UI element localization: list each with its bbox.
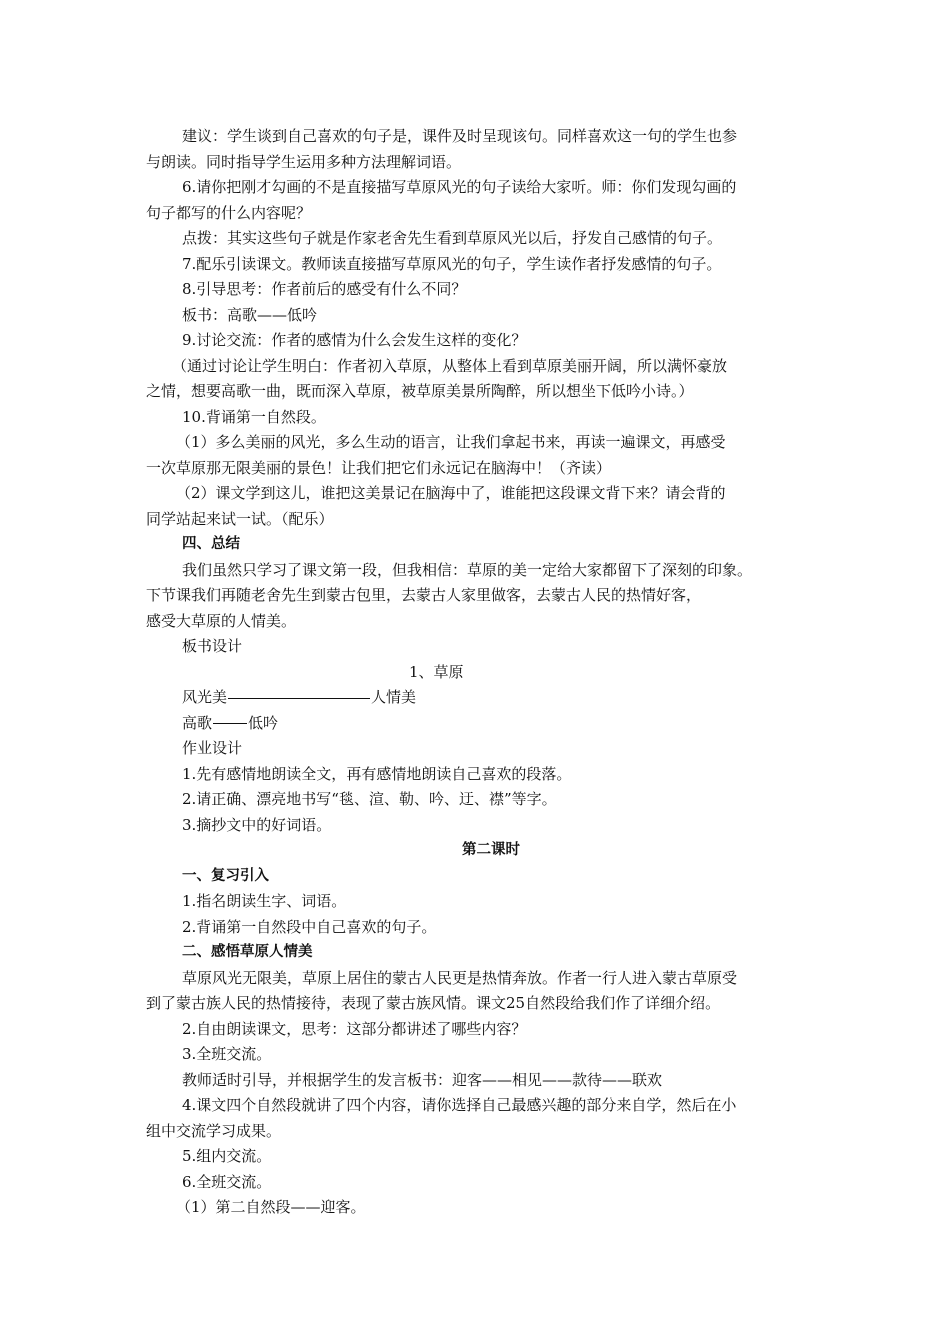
- board-right-text: 人情美: [371, 688, 417, 706]
- text-line: 到了蒙古族人民的热情接待，表现了蒙古族风情。课文25自然段给我们作了详细介绍。: [146, 994, 721, 1012]
- text-line: 教师适时引导，并根据学生的发言板书：迎客——相见——款待——联欢: [182, 1070, 663, 1089]
- text-line: 建议：学生谈到自己喜欢的句子是，课件及时呈现该句。同样喜欢这一句的学生也参: [182, 127, 738, 145]
- text-line: 草原风光无限美，草原上居住的蒙古人民更是热情奔放。作者一行人进入蒙古草原受: [182, 968, 738, 987]
- text-line: 句子都写的什么内容呢？: [146, 203, 312, 222]
- text-line: 同学站起来试一试。（配乐）: [146, 509, 334, 528]
- document-body: [146, 124, 816, 1221]
- lesson-two-title: 第二课时: [462, 842, 520, 858]
- text-line: 组中交流学习成果。: [146, 1121, 282, 1140]
- board-design-row-1: [146, 685, 816, 711]
- text-line: （1）第二自然段——迎客。: [176, 1198, 366, 1216]
- board-design-row-2: [146, 711, 816, 737]
- text-line: 5.组内交流。: [182, 1147, 272, 1165]
- board-row2-dash: [213, 723, 247, 724]
- text-line: 二、感悟草原人情美: [182, 944, 313, 960]
- text-line: 感受大草原的人情美。: [146, 611, 297, 630]
- text-line: 之情，想要高歌一曲，既而深入草原，被草原美景所陶醉，所以想坐下低吟小诗。）: [146, 382, 694, 400]
- text-line: 作业设计: [182, 739, 243, 757]
- text-line: 1.先有感情地朗读全文，再有感情地朗读自己喜欢的段落。: [182, 764, 572, 783]
- text-line: 4.课文四个自然段就讲了四个内容，请你选择自己最感兴趣的部分来自学，然后在小: [182, 1096, 737, 1114]
- text-line: 板书设计: [182, 637, 243, 655]
- board-row2-left-text: 高歌: [182, 713, 213, 732]
- text-line: 1.指名朗读生字、词语。: [182, 892, 347, 910]
- text-line: 8.引导思考：作者前后的感受有什么不同？: [182, 280, 467, 298]
- homework-section: [146, 736, 816, 838]
- text-line: 与朗读。同时指导学生运用多种方法理解词语。: [146, 152, 462, 171]
- text-line: 6.全班交流。: [182, 1172, 272, 1191]
- text-line: 6.请你把刚才勾画的不是直接描写草原风光的句子读给大家听。师：你们发现勾画的: [182, 178, 737, 196]
- text-line: （1）多么美丽的风光，多么生动的语言，让我们拿起书来，再读一遍课文，再感受: [176, 433, 726, 451]
- board-design-title: 1、草原: [409, 662, 464, 681]
- text-line: 一、复习引入: [182, 867, 269, 884]
- text-line: 9.讨论交流：作者的感情为什么会发生这样的变化？: [182, 331, 527, 349]
- text-line: 点拨：其实这些句子就是作家老舍先生看到草原风光以后，抒发自己感情的句子。: [182, 229, 723, 247]
- text-line: （2）课文学到这儿，谁把这美景记在脑海中了，谁能把这段课文背下来？请会背的: [176, 484, 726, 502]
- text-line: 四、总结: [182, 536, 240, 552]
- text-line: 7.配乐引读课文。教师读直接描写草原风光的句子，学生读作者抒发感情的句子。: [182, 254, 722, 273]
- text-line: 2.背诵第一自然段中自己喜欢的句子。: [182, 917, 437, 936]
- text-line: 2.自由朗读课文，思考：这部分都讲述了哪些内容？: [182, 1019, 527, 1038]
- text-line: 板书：高歌——低吟: [182, 305, 318, 324]
- text-line: 2.请正确、漂亮地书写“毯、渲、勒、吟、迂、襟”等字。: [182, 790, 557, 808]
- board-left-text: 风光美: [182, 688, 228, 706]
- lesson-one-section: [146, 124, 816, 660]
- text-line: 我们虽然只学习了课文第一段，但我相信：草原的美一定给大家都留下了深刻的印象。: [182, 560, 753, 579]
- board-row2-right-text: 低吟: [248, 713, 279, 732]
- text-line: 下节课我们再随老舍先生到蒙古包里，去蒙古人家里做客，去蒙古人民的热情好客，: [146, 586, 702, 604]
- board-connector-line: [228, 698, 370, 699]
- lesson-two-section: [146, 864, 816, 1221]
- text-line: 3.全班交流。: [182, 1045, 272, 1063]
- text-line: （通过讨论让学生明白：作者初入草原，从整体上看到草原美丽开阔，所以满怀豪放: [172, 356, 728, 375]
- text-line: 10.背诵第一自然段。: [182, 407, 326, 426]
- text-line: 一次草原那无限美丽的景色！让我们把它们永远记在脑海中！（齐读）: [146, 458, 612, 477]
- text-line: 3.摘抄文中的好词语。: [182, 815, 332, 834]
